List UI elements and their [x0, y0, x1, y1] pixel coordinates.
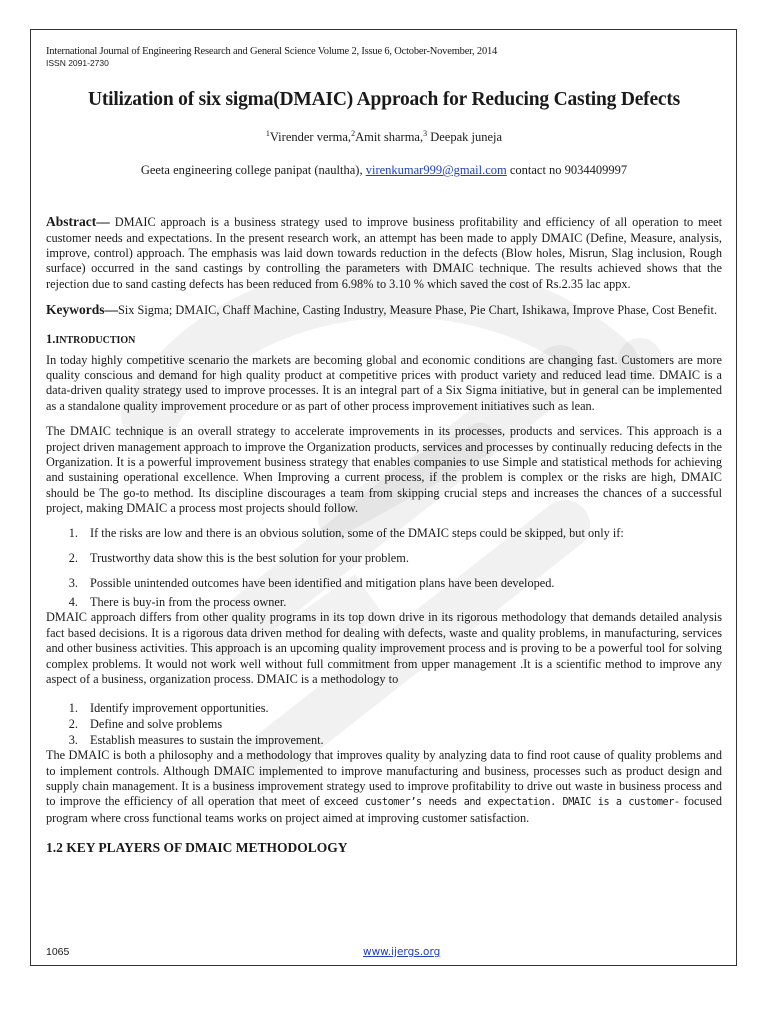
paper-title: Utilization of six sigma(DMAIC) Approach for Reducing Casting Defects: [87, 89, 681, 110]
author-2: Amit sharma,: [355, 130, 424, 145]
email-link[interactable]: virenkumar999@gmail.com: [365, 163, 507, 178]
page-content: [46, 46, 722, 856]
intro-paragraph-1: In today highly competitive scenario the markets are becoming global and economic conditions are changing fast. Customers are more quality conscious and demand for high quality product at competitive prices with product variety and reduced lead time. DMAIC is a data-driven quality strategy used to improve processes. It is an integral part of a Six Sigma initiative, but in general can be implemented as a standalone quality improvement procedure or as part of other process improvement initiatives such as lean.: [46, 352, 722, 413]
list-item: 1. If the risks are low and there is an obvious solution, some of the DMAIC steps could be skipped, but only if:: [68, 525, 624, 540]
conditions-list: [46, 526, 722, 611]
keywords-label: Keywords—: [46, 302, 118, 318]
list-item: 3. Possible unintended outcomes have been identified and mitigation plans have been developed.: [68, 576, 555, 591]
intro-paragraph-3: DMAIC approach differs from other quality programs in its top down drive in its rigorous methodology that demands detailed analysis fact based decisions. It is a rigorous data driven method for dealing with defects, waste and quality problems, in manufacturing, services and other business activities. This approach is an upcoming quality improvement process and is proving to be a powerful tool for solving complex problems. It would not work well without full commitment from upper management .It is a scientific method to improve any aspect of a business, organization process. DMAIC is a methodology to: [46, 610, 722, 686]
authors: $^1$Virender verma,$^2$Amit sharma,$^3$ Deepak juneja: [265, 129, 503, 145]
list-item: 2. Define and solve problems: [68, 716, 223, 731]
list-item: 1. Identify improvement opportunities.: [68, 701, 269, 716]
page-number: 1065: [46, 946, 70, 958]
affiliation: Geeta engineering college panipat (naultha), virenkumar999@gmail.com contact no 9034409997: [140, 163, 628, 178]
intro-paragraph-2: The DMAIC technique is an overall strategy to accelerate improvements in its processes, products and services. This approach is a project driven management approach to improve the Organization products, services and processes by continually reducing defects in the Organization. It is a powerful improvement business strategy that enables companies to use Simple and statistical methods for achieving and sustaining operational excellence. When Improving a current process, if the problem is complex or the risks are high, DMAIC should be The go-to method. Its discipline discourages a team from skipping crucial steps and increases the chances of a successful project, making DMAIC a process most projects should follow.: [46, 424, 722, 516]
page-footer: [46, 946, 722, 960]
abstract-label: Abstract—: [46, 214, 110, 230]
issn: ISSN 2091-2730: [46, 58, 109, 68]
list-item: 2. Trustworthy data show this is the best solution for your problem.: [68, 551, 409, 566]
abstract: Abstract— DMAIC approach is a business strategy used to improve business profitability and efficiency of all operation to meet customer needs and expectations. In the present research work, an attempt has been made to apply DMAIC (Define, Measure, analysis, improve, control) approach. The emphasis was laid down towards reduction in the defects (Blow holes, Misrun, Slag inclusion, Rough surface) occurred in the sand castings by controlling the parameters with DMAIC technique. The results achieved shows that the rejection due to sand casting defects has been reduced from 6.98% to 3.10 % which saved the cost of Rs.2.35 lac appx.: [46, 214, 722, 291]
list-item: 4. There is buy-in from the process owner.: [68, 594, 287, 609]
author-3: Deepak juneja: [427, 130, 503, 145]
keywords: Keywords—Six Sigma; DMAIC, Chaff Machine, Casting Industry, Measure Phase, Pie Chart, Ishikawa, Improve Phase, Cost Benefit.: [46, 302, 718, 318]
section-heading-key-players: 1.2 KEY PLAYERS OF DMAIC METHODOLOGY: [46, 840, 348, 856]
author-1: Virender verma,: [269, 130, 352, 145]
journal-header: International Journal of Engineering Research and General Science Volume 2, Issue 6, October-November, 2014: [46, 46, 498, 57]
section-heading-introduction: 1.INTRODUCTION: [46, 331, 136, 346]
website-link[interactable]: www.ijergs.org: [363, 946, 441, 958]
list-item: 3. Establish measures to sustain the improvement.: [68, 732, 324, 747]
methodology-list: [46, 701, 722, 748]
intro-paragraph-4: The DMAIC is both a philosophy and a methodology that improves quality by analyzing data to find root cause of quality problems and to implement controls. Although DMAIC implemented to improve manufacturing and business, processes such as product design and supply chain management. It is a business improvement strategy used to improve profitability to drive out waste in business process and to improve the efficiency of all operation that meet of exceed customer’s needs and expectation. DMAIC is a customer- focused program where cross functional teams works on project aimed at improving customer satisfaction.: [46, 748, 723, 825]
